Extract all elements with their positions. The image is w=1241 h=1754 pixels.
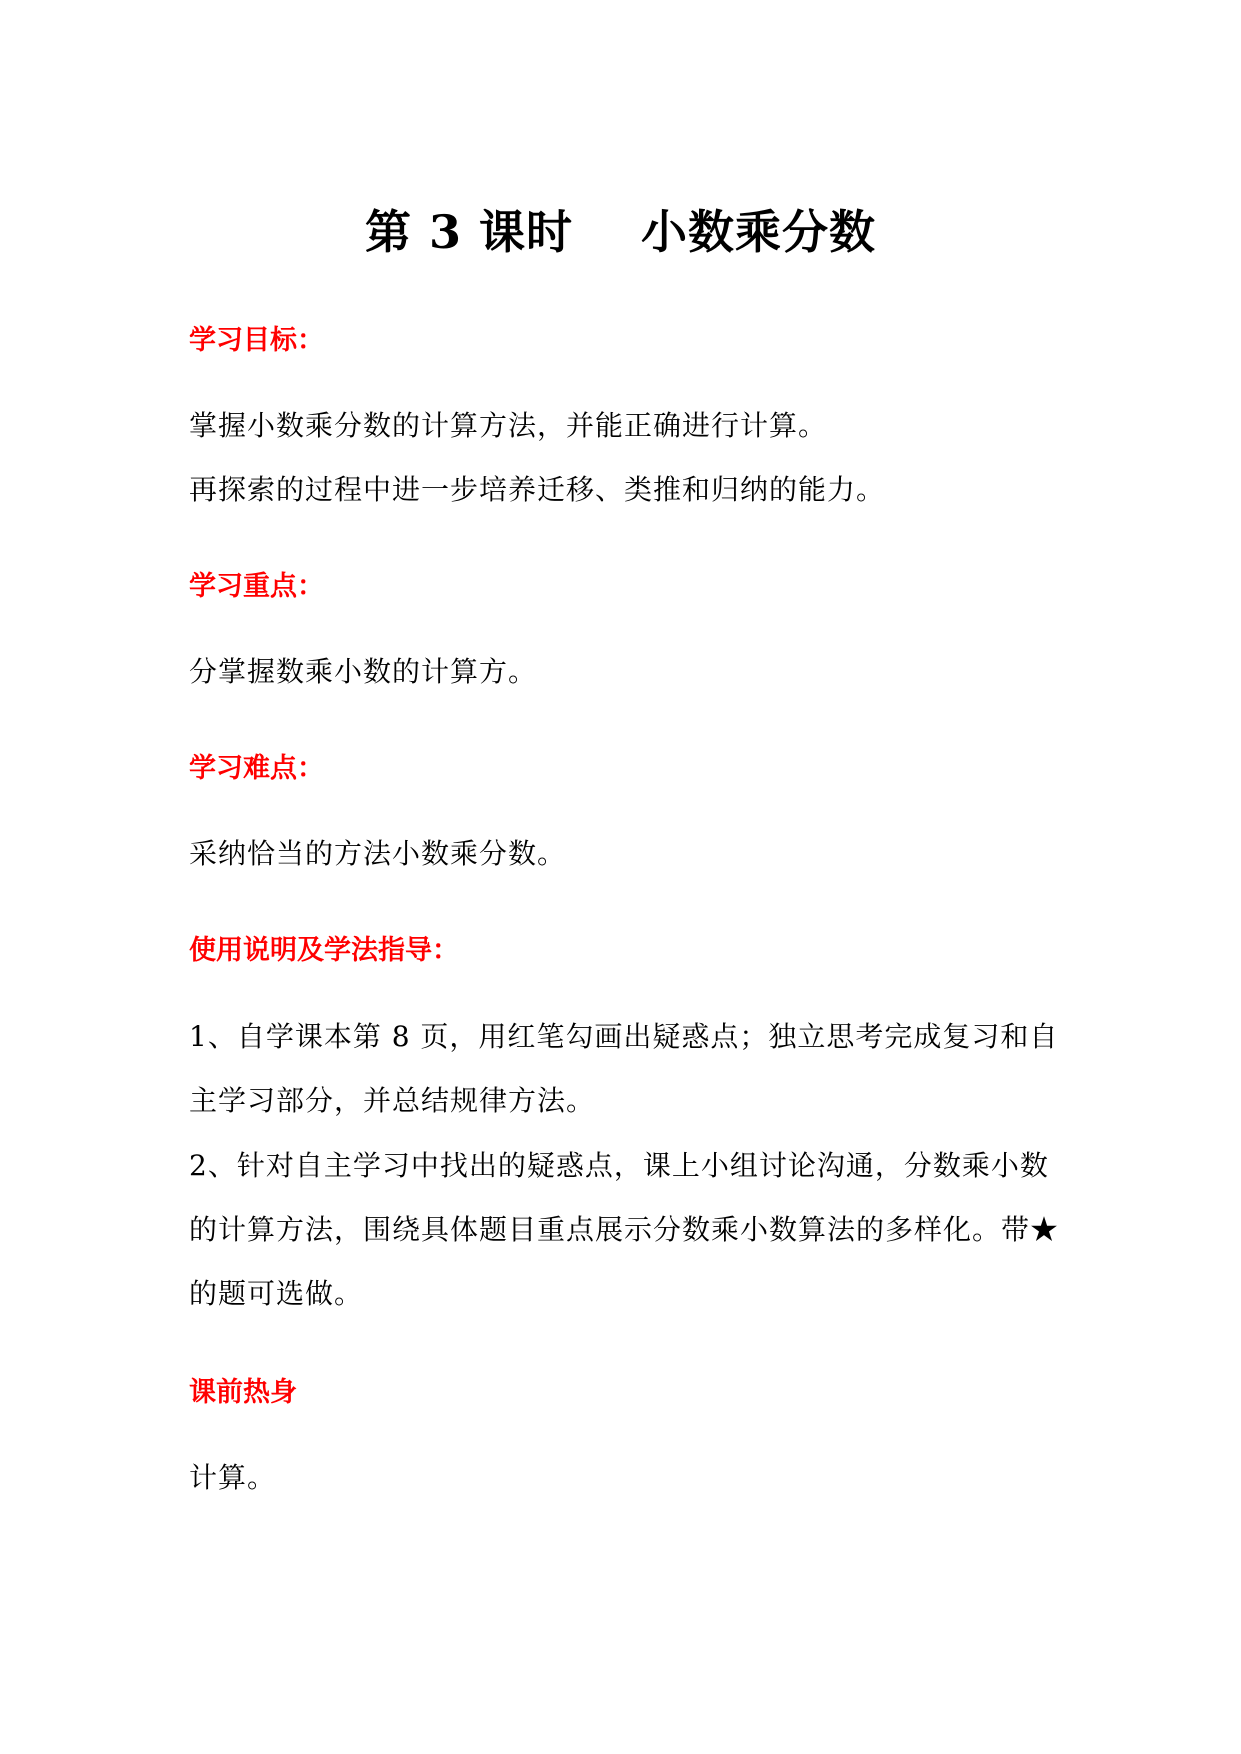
section-heading-learning-goals: 学习目标： [189, 325, 324, 356]
section-heading-warmup: 课前热身 [189, 1377, 297, 1408]
warmup-line-1: 计算。 [189, 1461, 277, 1494]
instruction-line-5: 的题可选做。 [189, 1277, 364, 1310]
difficulty-line-1: 采纳恰当的方法小数乘分数。 [189, 837, 567, 870]
instruction-line-1: 1、自学课本第 8 页，用红笔勾画出疑惑点；独立思考完成复习和自 [189, 1020, 1059, 1053]
page-title: 第 3 课时 小数乘分数 [364, 205, 877, 259]
goal-line-2: 再探索的过程中进一步培养迁移、类推和归纳的能力。 [189, 473, 886, 506]
instruction-line-3: 2、针对自主学习中找出的疑惑点，课上小组讨论沟通，分数乘小数 [189, 1149, 1049, 1182]
instruction-line-2: 主学习部分，并总结规律方法。 [189, 1084, 596, 1117]
section-heading-key-points: 学习重点： [189, 571, 324, 602]
section-heading-instructions: 使用说明及学法指导： [189, 935, 459, 966]
key-point-line-1: 分掌握数乘小数的计算方。 [189, 655, 538, 688]
goal-line-1: 掌握小数乘分数的计算方法，并能正确进行计算。 [189, 409, 828, 442]
instruction-line-4: 的计算方法，围绕具体题目重点展示分数乘小数算法的多样化。带★ [189, 1213, 1060, 1246]
section-heading-difficulties: 学习难点： [189, 753, 324, 784]
